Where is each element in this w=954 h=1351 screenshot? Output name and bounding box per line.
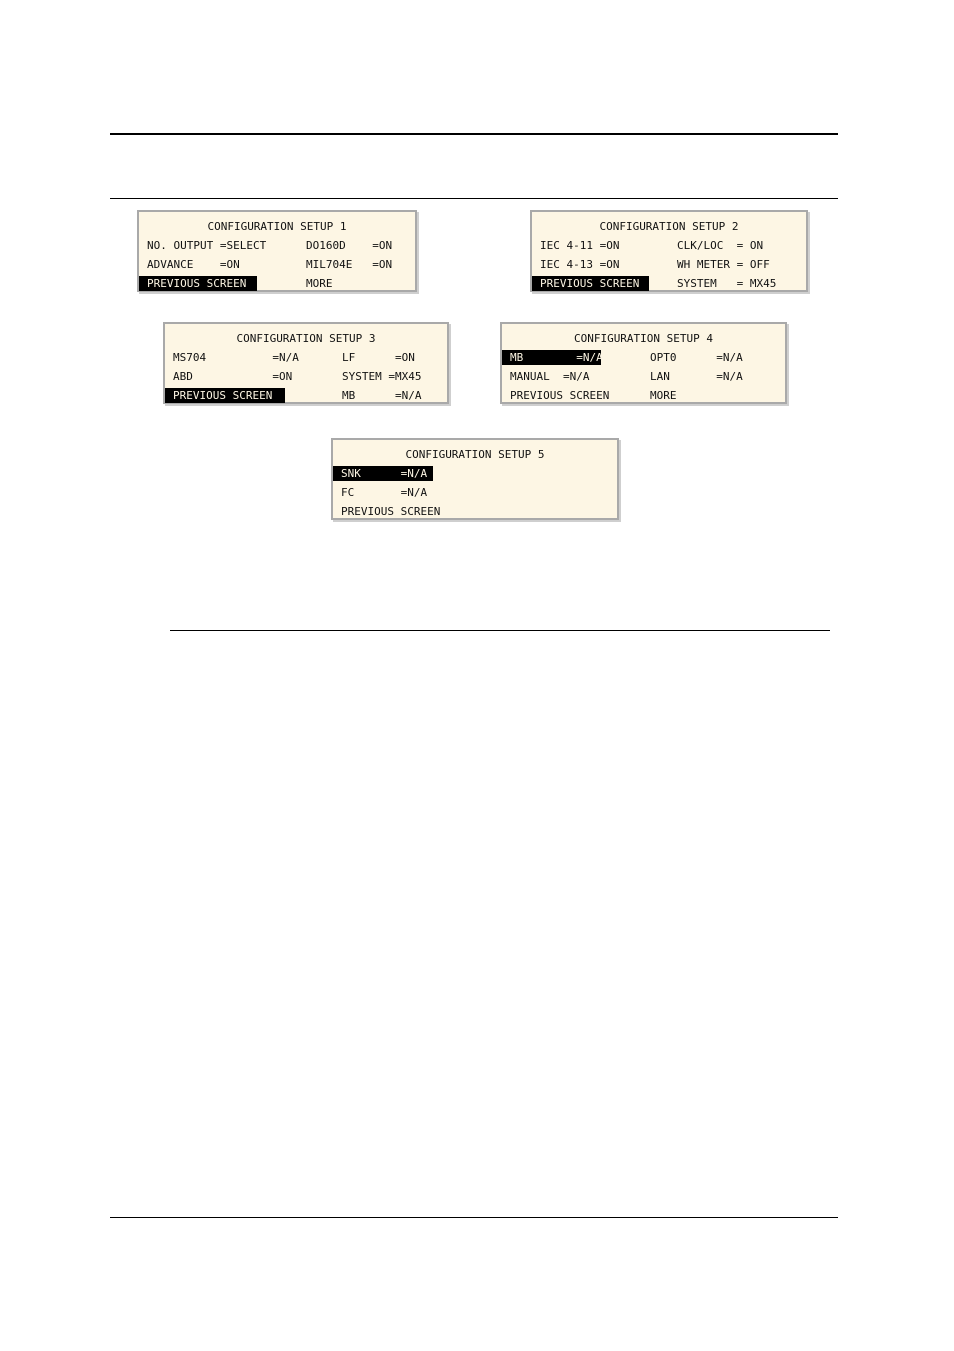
header-rule-top (110, 133, 838, 135)
advance-field[interactable]: ADVANCE =ON (147, 258, 240, 271)
mb-field[interactable]: MB =N/A (342, 389, 422, 402)
abd-field[interactable]: ABD =ON (173, 370, 293, 383)
mb-field[interactable]: MB =N/A (502, 350, 601, 365)
iec-4-11-field[interactable]: IEC 4-11 =ON (540, 239, 620, 252)
lf-field[interactable]: LF =ON (342, 351, 415, 364)
mil704e-field[interactable]: MIL704E =ON (306, 258, 393, 271)
ms704-field[interactable]: MS704 =N/A (173, 351, 299, 364)
footer-rule (110, 1217, 838, 1218)
screen-title: CONFIGURATION SETUP 4 (573, 332, 714, 345)
manual-field[interactable]: MANUAL =N/A (510, 370, 590, 383)
do160d-field[interactable]: DO160D =ON (306, 239, 393, 252)
no-output-field[interactable]: NO. OUTPUT =SELECT (147, 239, 267, 252)
clk-loc-field[interactable]: CLK/LOC = ON (677, 239, 764, 252)
iec-4-13-field[interactable]: IEC 4-13 =ON (540, 258, 620, 271)
more-button[interactable]: MORE (306, 277, 333, 290)
previous-screen-button[interactable]: PREVIOUS SCREEN (510, 389, 610, 402)
more-button[interactable]: MORE (650, 389, 677, 402)
wh-meter-field[interactable]: WH METER = OFF (677, 258, 770, 271)
screen-title: CONFIGURATION SETUP 3 (236, 332, 376, 345)
config-setup-5-screen (331, 438, 619, 520)
screen-title: CONFIGURATION SETUP 1 (207, 220, 347, 233)
header-rule-bottom (110, 198, 838, 199)
config-setup-3-screen (163, 322, 449, 404)
previous-screen-button[interactable]: PREVIOUS SCREEN (165, 388, 285, 403)
config-setup-4-screen (500, 322, 787, 404)
snk-field[interactable]: SNK =N/A (333, 466, 433, 481)
screen-title: CONFIGURATION SETUP 5 (405, 448, 545, 461)
opt0-field[interactable]: OPT0 =N/A (650, 351, 743, 364)
previous-screen-button[interactable]: PREVIOUS SCREEN (139, 276, 257, 291)
lan-field[interactable]: LAN =N/A (650, 370, 743, 383)
system-field[interactable]: SYSTEM =MX45 (342, 370, 422, 383)
section-rule (170, 630, 830, 631)
config-setup-1-screen (137, 210, 417, 292)
previous-screen-button[interactable]: PREVIOUS SCREEN (532, 276, 649, 291)
config-setup-2-screen (530, 210, 808, 292)
previous-screen-button[interactable]: PREVIOUS SCREEN (341, 505, 441, 518)
system-field[interactable]: SYSTEM = MX45 (677, 277, 777, 290)
fc-field[interactable]: FC =N/A (341, 486, 428, 499)
screen-title: CONFIGURATION SETUP 2 (599, 220, 739, 233)
